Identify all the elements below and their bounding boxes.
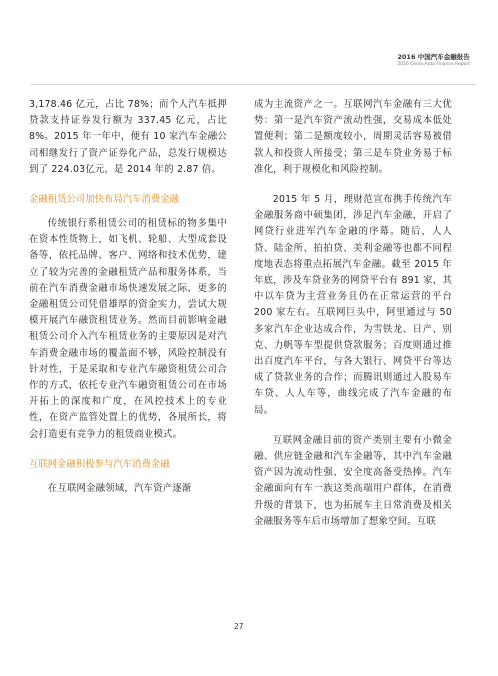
paragraph: 传统银行系租赁公司的租赁标的物多集中在资本性货物上，如飞机、轮船、大型成套设备等，依托品牌、客户、网络和技术优势，建立了较为完善的金融租赁产品和服务体系，当前在汽车消费金融市场快速发展之际，更多的金融租赁公司凭借雄厚的资金实力，尝试大规模开展汽车融资租赁业务。然而目前影响金融租赁公司介入汽车租赁业务的主要原因是对汽车消费金融市场的覆盖面不够，风险控制没有针对性，于是采取和专业汽车融资租赁公司合作的方式，依托专业汽车融资租赁公司在市场开拓上的深度和广度，在风控技术上的专业性，在资产监管处置上的优势，各展所长，将会打造更有竞争力的租赁商业模式。: [29, 218, 227, 440]
section-heading: 金融租赁公司加快布局汽车消费金融: [29, 194, 180, 206]
right-column: [254, 97, 452, 530]
page-number: 27: [234, 622, 244, 631]
report-title: 2016 中国汽车金融报告: [397, 53, 470, 61]
paragraph: 在互联网金融领域，汽车资产逐渐: [47, 482, 192, 494]
paragraph: 成为主流资产之一。互联网汽车金融有三大优势：第一是汽车资产流动性强，交易成本低处置便利；第二是额度较小，周期灵活容易被借款人和投资人所接受；第三是车贷业务易于标准化，利于规模化和风险控制。: [254, 99, 452, 175]
paragraph: 3,178.46 亿元，占比 78%；而个人汽车抵押贷款支持证券发行额为 337.45 亿元，占比 8%。2015 年一年中，便有 10 家汽车金融公司相继发行了资产证券化产品，总发行规模达到了 224.03亿元，是 2014 年的 2.87 倍。: [29, 99, 227, 175]
report-subtitle: 2016 China Auto Finance Report: [397, 62, 470, 67]
left-column: [29, 97, 227, 497]
report-header: [397, 52, 470, 67]
paragraph: 2015 年 5 月，理财范宣布携手传统汽车金融服务商中硕集团，涉足汽车金融，开启了网贷行业进军汽车金融的序幕。随后，人人贷、陆金所、拍拍贷、美利金融等也都不同程度地表态将重点拓展汽车金融。截至 2015 年年底，涉及车贷业务的网贷平台有 891 家，其中以车贷为主营业务且仍在正常运营的平台 200 家左右。互联网巨头中，阿里通过与 50 多家汽车企业达成合作，为雪铁龙、日产、别克、力帆等车型提供贷款服务；百度则通过推出百度汽车平台，与各大银行、网贷平台等达成了贷款业务的合作；而腾讯则通过入股易车车贷、人人车等，曲线完成了汽车金融的布局。: [254, 194, 452, 416]
paragraph: 互联网金融目前的资产类别主要有小微金融、供应链金融和汽车金融等，其中汽车金融资产因为流动性强、安全度高备受热捧。汽车金融面向有车一族这类高端用户群体，在消费升级的背景下，也为拓展车主日常消费及相关金融服务等车后市场增加了想象空间。互联: [254, 434, 452, 527]
section-heading: 互联网金融积极参与汽车消费金融: [29, 458, 170, 470]
header-divider: [30, 84, 476, 85]
